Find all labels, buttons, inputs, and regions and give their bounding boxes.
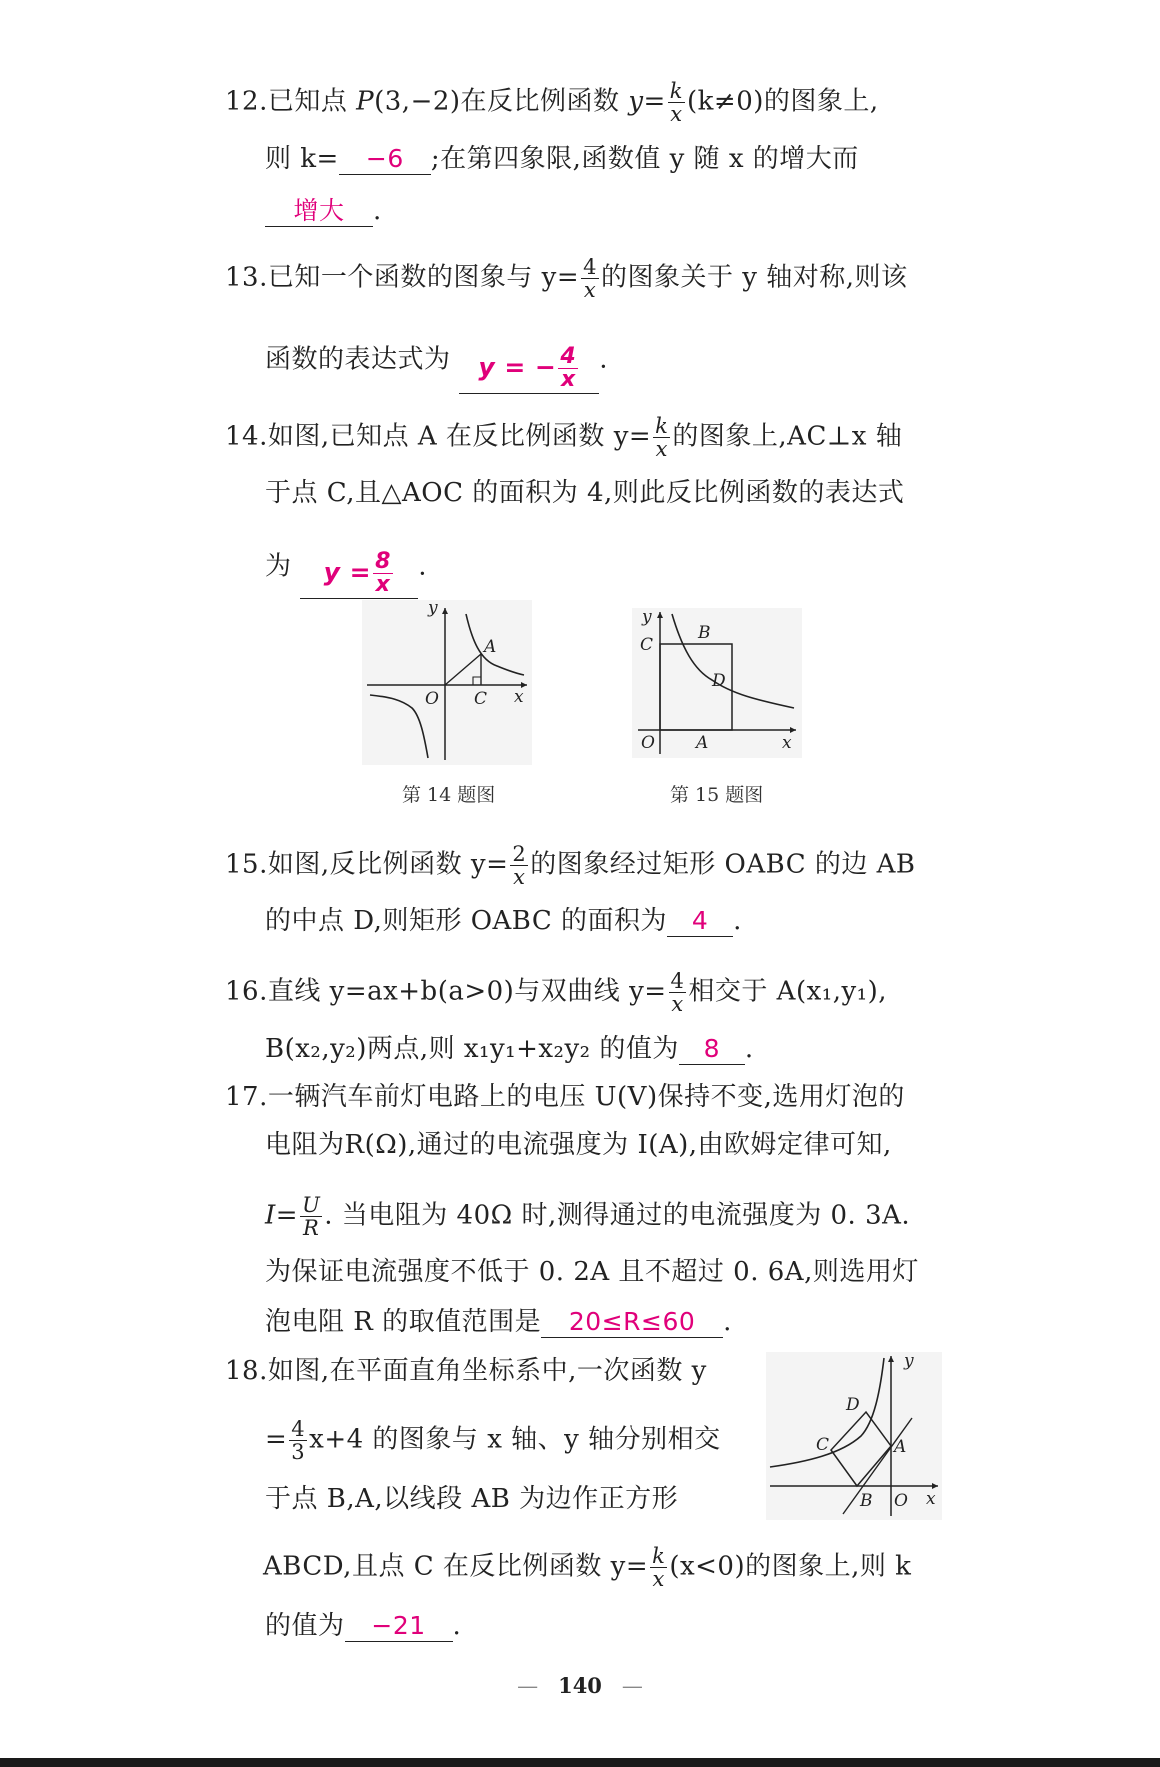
q12-fraction: $\frac{k}{x}$	[669, 79, 684, 126]
figure-14	[362, 600, 532, 765]
q17-fraction: $\frac{U}{R}$	[302, 1193, 321, 1240]
q15-line2	[265, 906, 742, 937]
bottom-bar	[0, 1758, 1160, 1767]
q14-fraction: $\frac{k}{x}$	[655, 414, 669, 461]
q17-line1	[225, 1082, 905, 1112]
q12-line3	[265, 196, 382, 227]
fig18-label-x: x	[926, 1489, 936, 1509]
q18-line5-text: 的值为	[265, 1611, 345, 1641]
page-number	[0, 1673, 1160, 1698]
figure-15	[632, 608, 802, 758]
fig18-label-c: C	[816, 1435, 830, 1455]
q17-period: .	[723, 1307, 732, 1337]
q14-line2	[265, 478, 904, 508]
q18-line4-text-b: (x<0)的图象上,则 k	[669, 1551, 912, 1582]
q15-period: .	[733, 906, 742, 936]
q12-point-p: P	[356, 86, 375, 117]
q14-line3-text: 为	[265, 551, 292, 582]
fig15-label-d: D	[712, 671, 726, 691]
q16-line2	[265, 1034, 754, 1065]
fig18-label-d: D	[846, 1395, 860, 1415]
q15-text-b: 的图象经过矩形 OABC 的边 AB	[530, 849, 916, 880]
fig14-label-o: O	[425, 689, 439, 709]
q18-line2-text: x+4 的图象与 x 轴、y 轴分别相交	[309, 1424, 721, 1455]
q18-line4-text: ABCD,且点 C 在反比例函数 y=	[263, 1551, 649, 1582]
q17-line5-text: 泡电阻 R 的取值范围是	[265, 1307, 542, 1337]
q13-text: 已知一个函数的图象与 y=	[267, 262, 580, 293]
q14-number: 14.	[225, 421, 268, 452]
q12-number: 12.	[225, 86, 268, 117]
q14-line1	[225, 415, 902, 460]
q15-line1	[225, 843, 916, 888]
fig14-label-y: y	[428, 600, 438, 618]
q13-answer: y = − $\frac{4}{x}$	[459, 346, 599, 394]
q15-fraction: $\frac{2}{x}$	[512, 842, 527, 889]
q18-line2	[265, 1418, 721, 1463]
q16-period: .	[744, 1034, 754, 1064]
fig15-label-a: A	[696, 733, 709, 753]
fig15-label-c: C	[640, 635, 654, 655]
fig18-label-a: A	[894, 1437, 907, 1457]
q17-line4	[265, 1257, 919, 1287]
q13-text-b: 的图象关于 y 轴对称,则该	[600, 262, 908, 293]
q13-number: 13.	[225, 262, 268, 293]
q18-line1	[225, 1356, 707, 1386]
q13-period: .	[599, 344, 609, 375]
q16-line1	[225, 970, 887, 1015]
fig15-label-y: y	[642, 608, 652, 627]
q12-line2	[265, 144, 859, 175]
q12-answer-trend: 增大	[265, 196, 373, 227]
page-number-dash-right: —	[621, 1674, 643, 1698]
q17-line3	[265, 1194, 910, 1239]
q18-answer: −21	[345, 1611, 453, 1642]
q14-line3	[265, 545, 428, 597]
q18-line3	[265, 1484, 678, 1514]
fig15-label-x: x	[782, 733, 792, 753]
q17-text: 一辆汽车前灯电路上的电压 U(V)保持不变,选用灯泡的	[267, 1082, 905, 1112]
q12-line2-text: 则 k=	[265, 144, 339, 174]
fig18-label-y: y	[904, 1352, 914, 1371]
q15-text: 如图,反比例函数 y=	[267, 849, 509, 880]
q14-text-b: 的图象上,AC⊥x 轴	[672, 421, 903, 452]
q18-period: .	[452, 1611, 462, 1641]
q13-line2	[265, 338, 609, 392]
q18-text: 如图,在平面直角坐标系中,一次函数 y	[267, 1356, 707, 1386]
q13-line2-text: 函数的表达式为	[265, 344, 451, 375]
q17-line5	[265, 1307, 732, 1338]
q16-line2-text: B(x₂,y₂)两点,则 x₁y₁+x₂y₂ 的值为	[265, 1034, 679, 1064]
page-number-value: 140	[558, 1673, 602, 1698]
q18-number: 18.	[225, 1356, 268, 1386]
fig15-caption: 第 15 题图	[670, 784, 764, 806]
q18-line4	[263, 1545, 911, 1590]
q18-eq-sign: =	[265, 1424, 288, 1455]
q17-formula-i: I=	[265, 1200, 299, 1231]
q13-fraction: $\frac{4}{x}$	[583, 255, 597, 302]
page-number-dash-left: —	[517, 1674, 539, 1698]
q17-answer: 20≤R≤60	[541, 1307, 723, 1338]
q13-line1	[225, 256, 907, 301]
q12-text: 已知点	[267, 86, 357, 117]
q14-period: .	[418, 551, 428, 582]
q12-text-c: (k≠0)的图象上,	[687, 86, 879, 117]
q17-line2-text: 电阻为R(Ω),通过的电流强度为 I(A),由欧姆定律可知,	[265, 1130, 892, 1160]
fig18-label-o: O	[894, 1491, 908, 1511]
q18-fraction-k: $\frac{k}{x}$	[652, 1544, 666, 1591]
q12-line1	[225, 80, 879, 125]
q17-line2	[265, 1130, 892, 1160]
q18-fraction: $\frac{4}{3}$	[291, 1417, 306, 1464]
q18-line5	[265, 1611, 461, 1642]
fig15-label-b: B	[698, 623, 711, 643]
q12-y: y=	[628, 86, 666, 117]
fig14-label-x: x	[514, 687, 524, 707]
q14-line2-text: 于点 C,且△AOC 的面积为 4,则此反比例函数的表达式	[265, 478, 905, 508]
q14-answer: y = $\frac{8}{x}$	[300, 551, 418, 599]
q15-answer: 4	[667, 906, 733, 937]
q17-line4-text: 为保证电流强度不低于 0. 2A 且不超过 0. 6A,则选用灯	[265, 1257, 919, 1287]
q12-answer-k: −6	[339, 144, 431, 175]
q18-line3-text: 于点 B,A,以线段 AB 为边作正方形	[265, 1484, 679, 1514]
fig14-caption: 第 14 题图	[402, 784, 496, 806]
q15-number: 15.	[225, 849, 268, 880]
q17-number: 17.	[225, 1082, 268, 1112]
q16-text: 直线 y=ax+b(a>0)与双曲线 y=	[267, 976, 667, 1007]
q16-answer: 8	[679, 1034, 745, 1065]
figure-18	[766, 1352, 942, 1520]
q16-fraction: $\frac{4}{x}$	[670, 969, 685, 1016]
q16-number: 16.	[225, 976, 268, 1007]
fig15-label-o: O	[641, 733, 655, 753]
fig18-background	[766, 1352, 942, 1520]
q14-text: 如图,已知点 A 在反比例函数 y=	[267, 421, 652, 452]
q17-line3-text: . 当电阻为 40Ω 时,测得通过的电流强度为 0. 3A.	[324, 1200, 911, 1231]
fig14-label-c: C	[474, 689, 488, 709]
q16-text-b: 相交于 A(x₁,y₁),	[688, 976, 887, 1007]
q12-line2-text-b: ;在第四象限,函数值 y 随 x 的增大而	[430, 144, 859, 174]
q12-text-b: (3,−2)在反比例函数	[374, 86, 629, 117]
fig14-label-a: A	[484, 637, 497, 657]
fig18-label-b: B	[860, 1491, 873, 1511]
q15-line2-text: 的中点 D,则矩形 OABC 的面积为	[265, 906, 668, 936]
q12-period: .	[373, 196, 382, 226]
